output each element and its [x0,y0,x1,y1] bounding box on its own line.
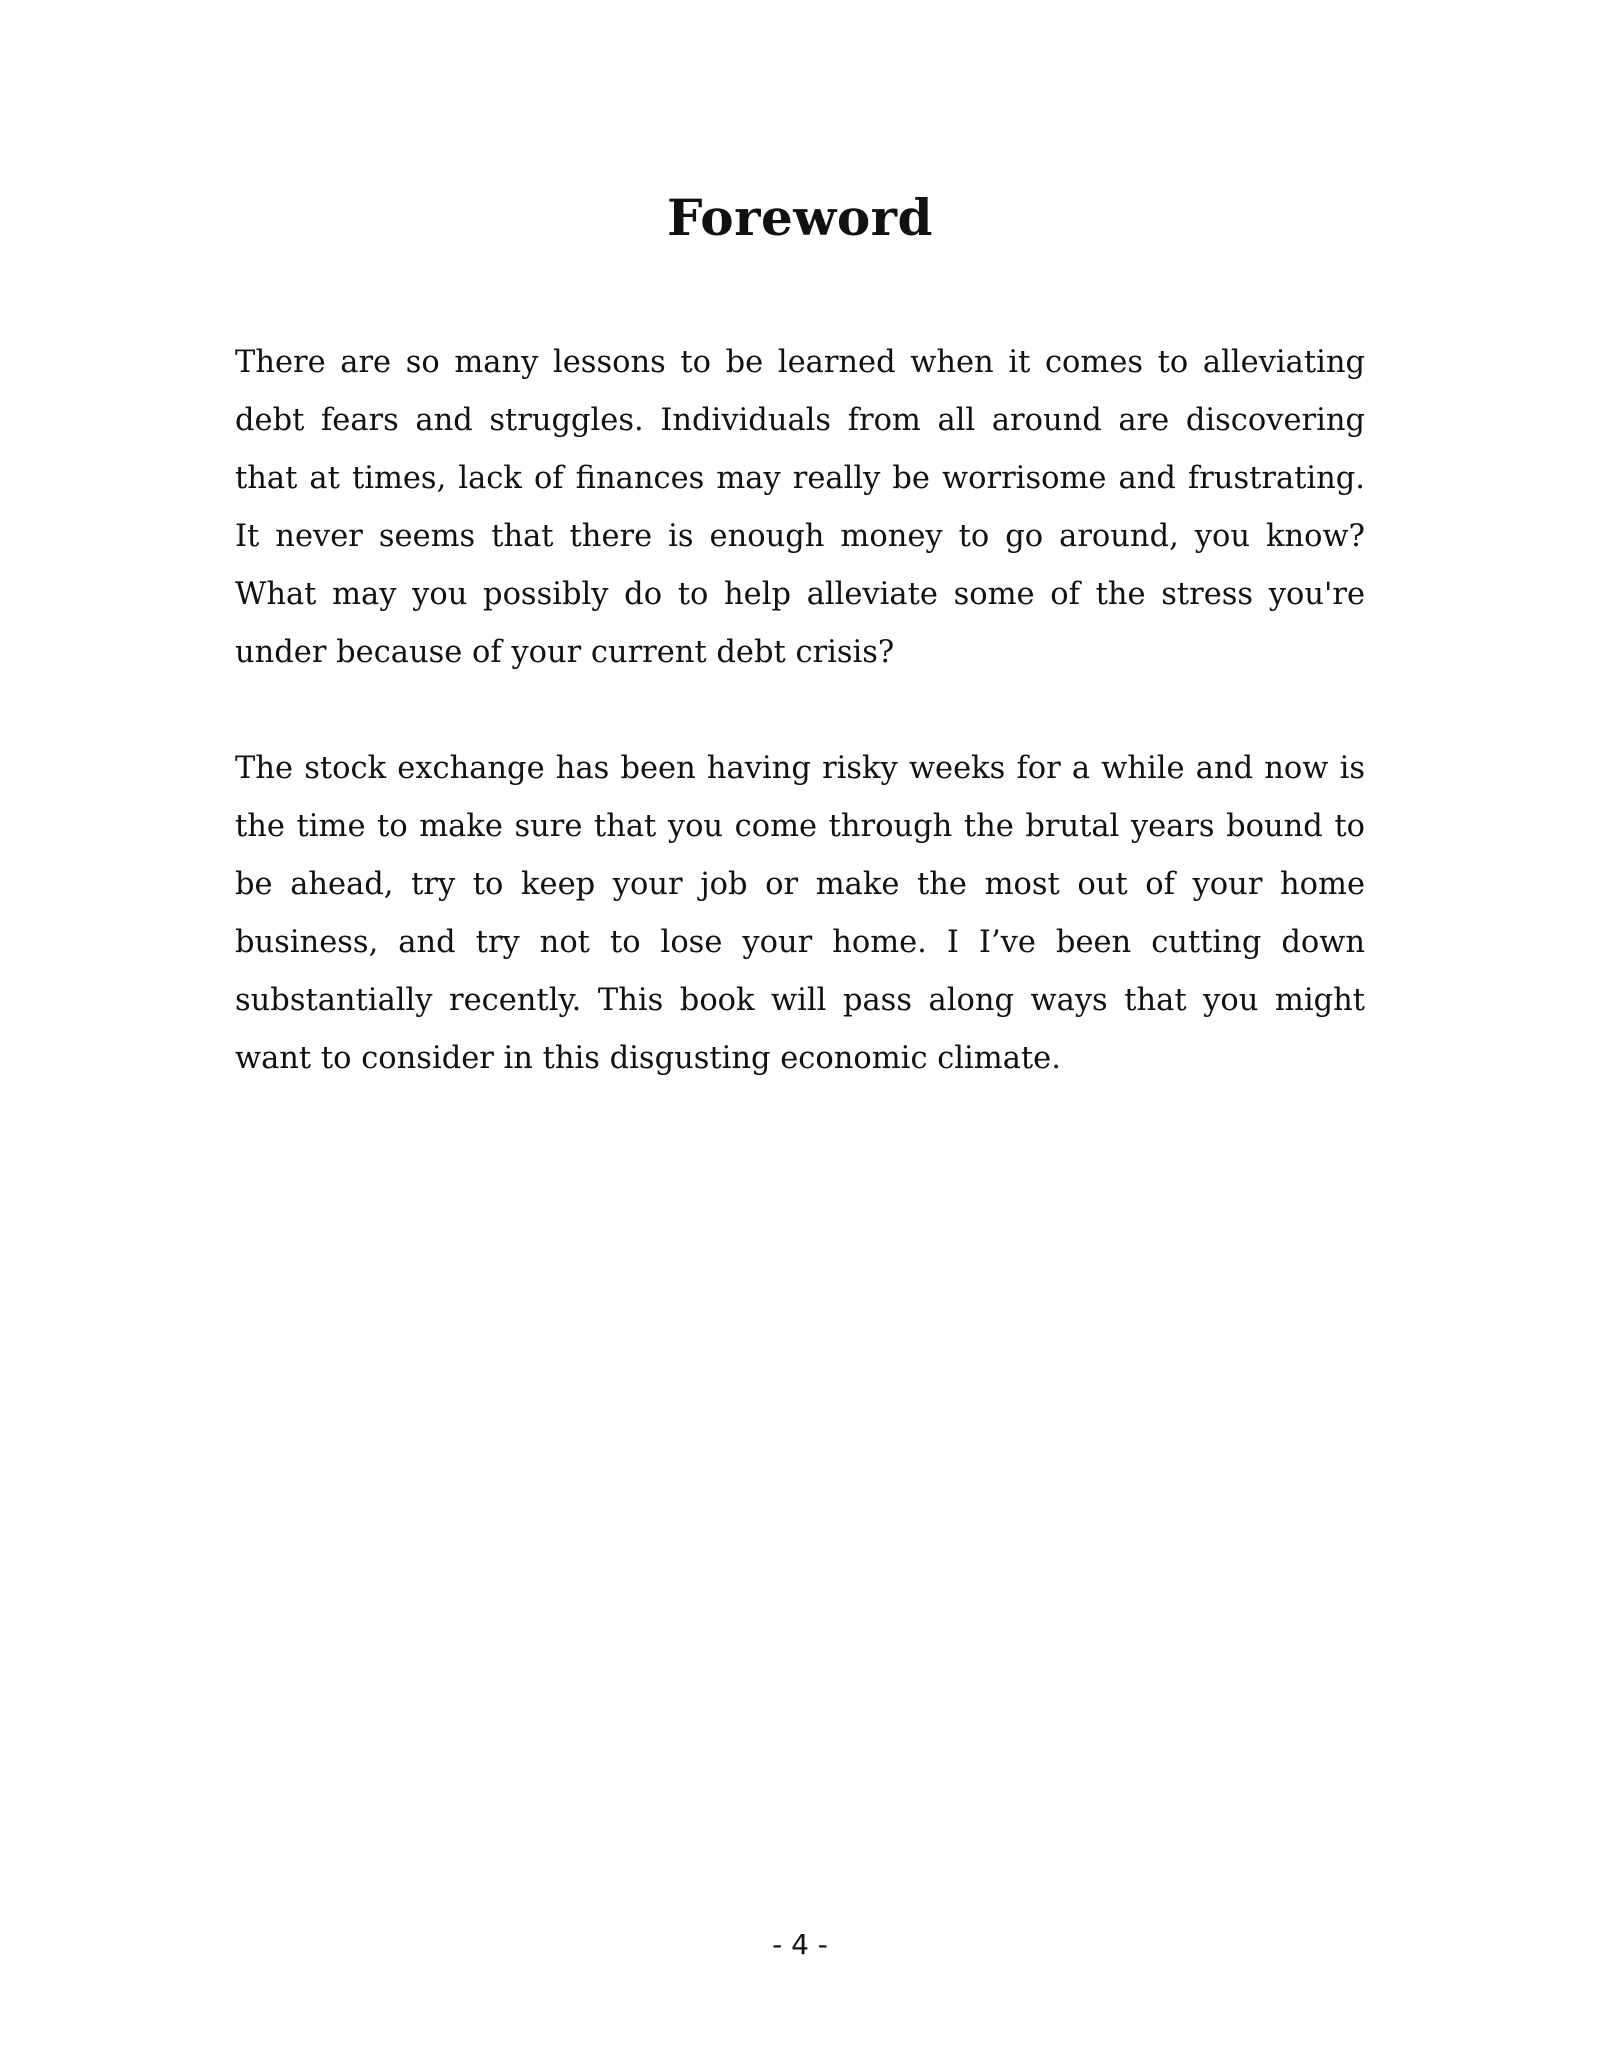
paragraph: The stock exchange has been having risky weeks for a while and now is the time to make sure that you come through the brutal years bound to be ahead, try to keep your job or make the most out of your home business, and try not to lose your home. I I’ve been cutting down substantially recently. This book will pass along ways that you might want to consider in this disgusting economic climate. [235,751,1365,1076]
body-text [235,334,1365,1146]
page-title: Foreword [667,188,933,247]
paragraph: There are so many lessons to be learned when it comes to alleviating debt fears and struggles. Individuals from all around are discovering that at times, lack of finances may really be worrisome and frustrating. It never seems that there is enough money to go around, you know? What may you possibly do to help alleviate some of the stress you're under because of your current debt crisis? [235,345,1365,670]
page-number: - 4 - [772,1928,828,1961]
